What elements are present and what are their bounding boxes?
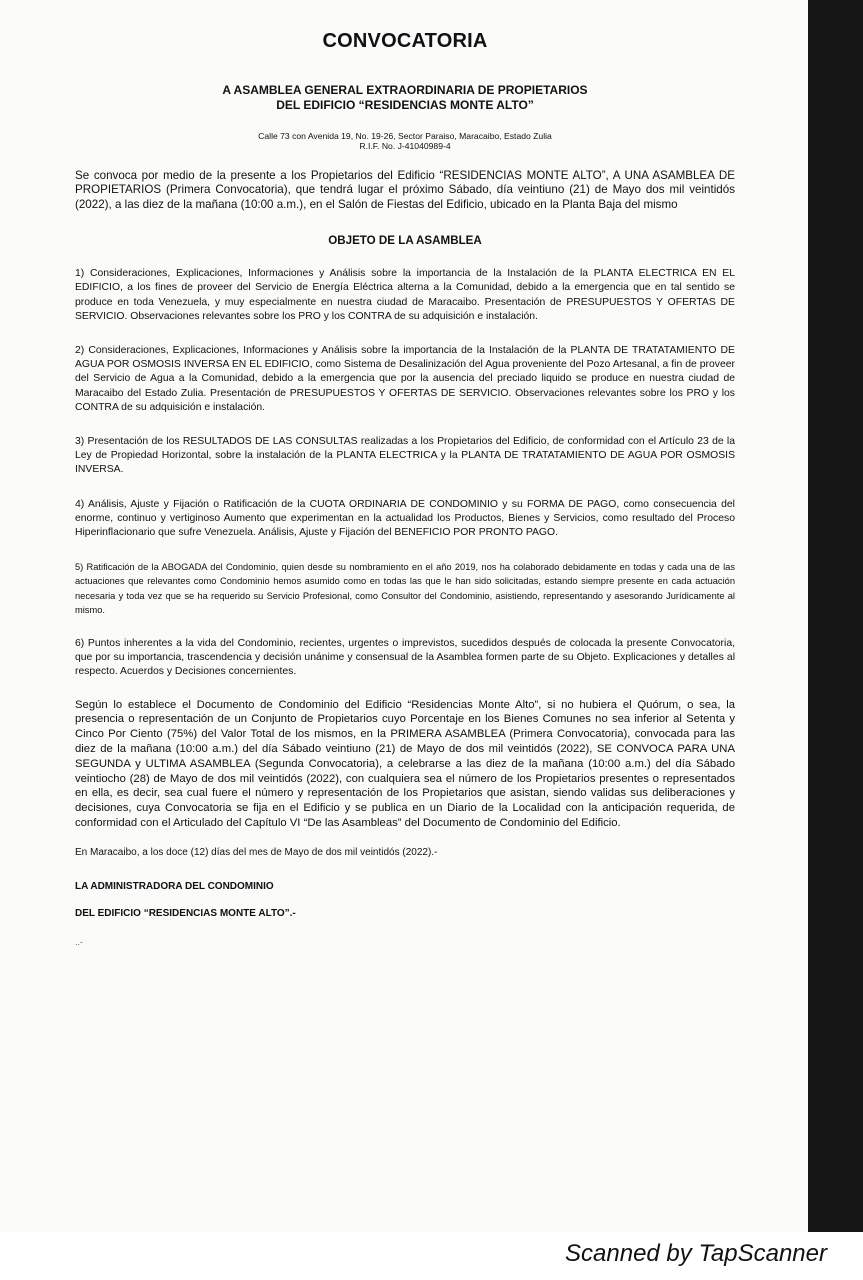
address-block	[75, 131, 735, 151]
signature-block	[75, 880, 735, 921]
subtitle-line-1: A ASAMBLEA GENERAL EXTRAORDINARIA DE PROPIETARIOS	[222, 83, 588, 97]
agenda-item-1: 1) Consideraciones, Explicaciones, Informaciones y Análisis sobre la importancia de la Instalación de la PLANTA ELECTRICA EN EL EDIFICIO, a los fines de proveer del Servicio de Energía Eléctrica alterna a la Comunidad, debido a la emergencia que en tal sentido se produce en toda Venezuela, y muy especialmente en nuestra ciudad de Maracaibo. Presentación de PRESUPUESTOS Y OFERTAS DE SERVICIO. Observaciones relevantes sobre los PRO y los CONTRA de su adquisición e instalación.	[75, 268, 735, 322]
agenda-item-5: 5) Ratificación de la ABOGADA del Condominio, quien desde su nombramiento en el año 2019, nos ha colaborado debidamente en todas y cada una de las actuaciones que relevantes como Condominio hemos asumido como en todas las que le han sido solicitadas, estando siempre presente en cada actuación necesaria y toda vez que se ha requerido su Servicio Profesional, como Consultor del Condominio, asistiendo, representando y asesorando Jurídicamente al mismo.	[75, 562, 735, 615]
subtitle-line-2: DEL EDIFICIO “RESIDENCIAS MONTE ALTO”	[276, 98, 534, 112]
scan-dark-edge	[808, 0, 863, 1232]
rif-line: R.I.F. No. J-41040989-4	[359, 141, 451, 151]
address-line: Calle 73 con Avenida 19, No. 19-26, Sector Paraiso, Maracaibo, Estado Zulia	[258, 131, 552, 141]
document-title: CONVOCATORIA	[322, 30, 488, 52]
document-subtitle	[75, 83, 735, 113]
scanner-watermark: Scanned by TapScanner	[565, 1240, 827, 1267]
agenda-item-3: 3) Presentación de los RESULTADOS DE LAS CONSULTAS realizadas a los Propietarios del Edificio, de conformidad con el Artículo 23 de la Ley de Propiedad Horizontal, sobre la instalación de la PLANTA ELECTRICA y la PLANTA DE TRATATAMIENTO DE AGUA POR OSMOSIS INVERSA.	[75, 436, 735, 476]
agenda-item-6: 6) Puntos inherentes a la vida del Condominio, recientes, urgentes o imprevistos, sucedidos después de colocada la presente Convocatoria, que por su importancia, trascendencia y decisión unánime y consensual de la Asamblea formen parte de su Objeto. Explicaciones y detalles al respecto. Acuerdos y Decisiones concernientes.	[75, 638, 735, 678]
date-line: En Maracaibo, a los doce (12) días del mes de Mayo de dos mil veintidós (2022).-	[75, 846, 438, 858]
section-title: OBJETO DE LA ASAMBLEA	[328, 234, 482, 248]
document-body	[75, 30, 735, 947]
intro-paragraph: Se convoca por medio de la presente a los Propietarios del Edificio “RESIDENCIAS MONTE ALTO”, A UNA ASAMBLEA DE PROPIETARIOS (Primera Convocatoria), que tendrá lugar el próximo Sábado, día veintiuno (21) de Mayo dos mil veintidós (2022), a las diez de la mañana (10:00 a.m.), en el Salón de Fiestas del Edificio, ubicado en la Planta Baja del mismo	[75, 169, 735, 211]
stray-mark: ..-	[75, 936, 83, 947]
signature-line-1: LA ADMINISTRADORA DEL CONDOMINIO	[75, 880, 274, 892]
agenda-item-4: 4) Análisis, Ajuste y Fijación o Ratificación de la CUOTA ORDINARIA DE CONDOMINIO y su FORMA DE PAGO, como consecuencia del enorme, continuo y vertiginoso Aumento que experimentan en la actualidad los Productos, Bienes y Servicios, como resultado del Proceso Hiperinflacionario que sufre Venezuela. Análisis, Ajuste y Fijación del BENEFICIO POR PRONTO PAGO.	[75, 498, 735, 539]
signature-line-2: DEL EDIFICIO “RESIDENCIAS MONTE ALTO”.-	[75, 907, 296, 919]
agenda-item-2: 2) Consideraciones, Explicaciones, Informaciones y Análisis sobre la importancia de la Instalación de la PLANTA DE TRATATAMIENTO DE AGUA POR OSMOSIS INVERSA EN EL EDIFICIO, como Sistema de Desalinización del Agua proveniente del Pozo Artesanal, a fin de proveer del Servicio de Agua a la Comunidad, debido a la emergencia que por la ausencia del preciado liquido se produce en nuestra ciudad de Maracaibo del Estado Zulia. Presentación de PRESUPUESTOS Y OFERTAS DE SERVICIO. Observaciones relevantes sobre los PRO y los CONTRA de su adquisición e instalación.	[75, 345, 735, 413]
closing-paragraph: Según lo establece el Documento de Condominio del Edificio “Residencias Monte Alto”, si no hubiera el Quórum, o sea, la presencia o representación de un Conjunto de Propietarios cuyo Porcentaje en los Bienes Comunes no sea inferior al Setenta y Cinco Por Ciento (75%) del Valor Total de los mismos, en la PRIMERA ASAMBLEA (Primera Convocatoria), convocada para las diez de la mañana (10:00 a.m.) del día Sábado veintiuno (21) de Mayo de dos mil veintidós (2022), SE CONVOCA PARA UNA SEGUNDA y ULTIMA ASAMBLEA (Segunda Convocatoria), a celebrarse a las diez de la mañana (10:00 a.m.) del día Sábado veintiocho (28) de Mayo de dos mil veintidós (2022), con cualquiera sea el número de los Propietarios presentes o representados en ella, es decir, sea cual fuere el número y representación de los Propietarios que asistan, siendo validas sus deliberaciones y decisiones, cuya Convocatoria se fija en el Edificio y se publica en un Diario de la Localidad con la anticipación requerida, de conformidad con el Articulado del Capítulo VI “De las Asambleas” del Documento de Condominio del Edificio.	[75, 698, 735, 830]
